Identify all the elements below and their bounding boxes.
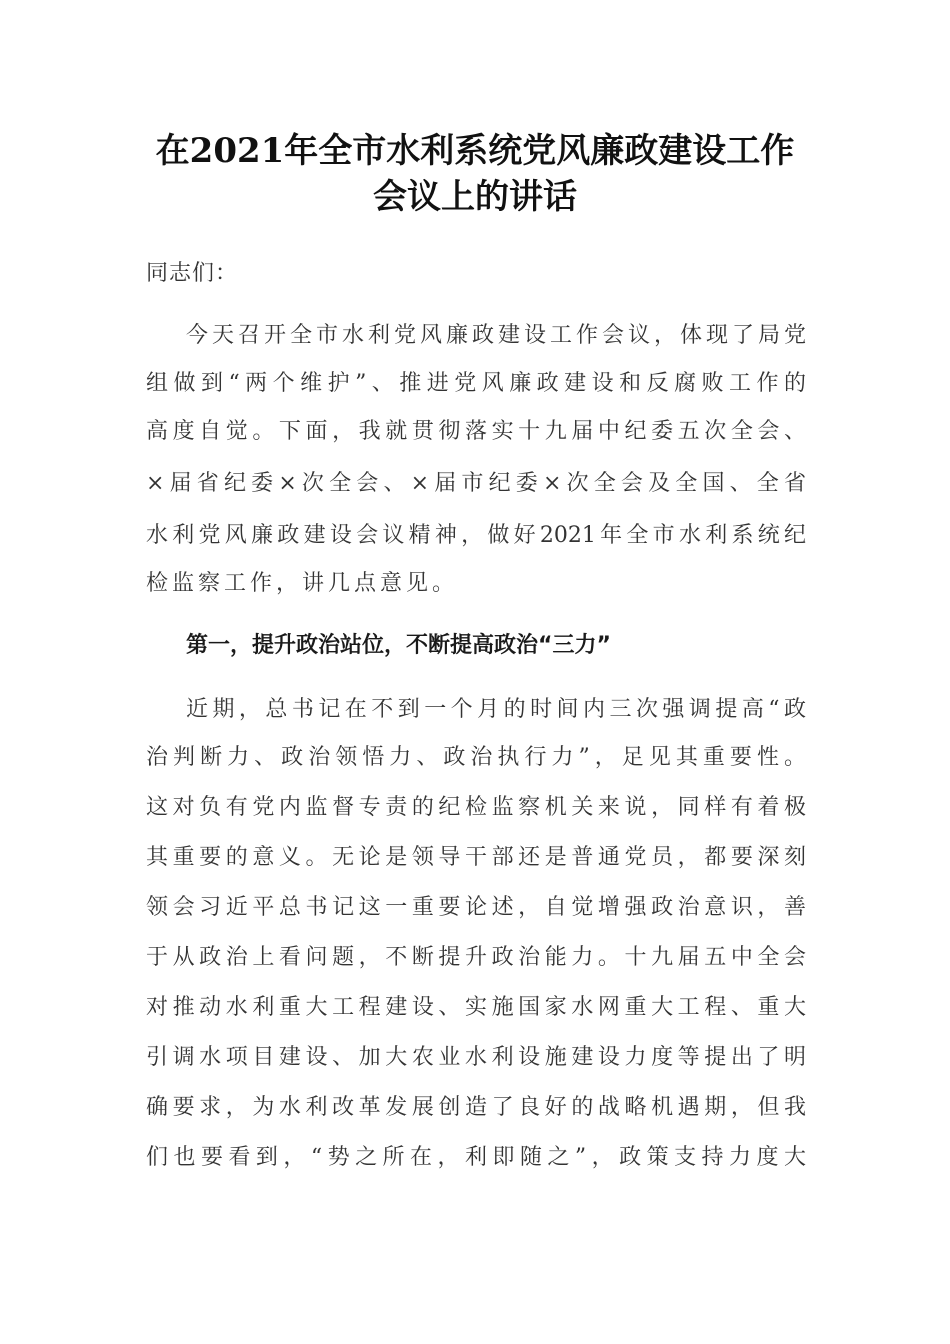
paragraph-2-line: 对推动水利重大工程建设、实施国家水网重大工程、重大 [146, 995, 806, 1020]
paragraph-1-line: 高度自觉。下面，我就贯彻落实十九届中纪委五次全会、 [146, 419, 806, 444]
salutation: 同志们： [146, 261, 239, 286]
paragraph-2-line: 于从政治上看问题，不断提升政治能力。十九届五中全会 [146, 945, 806, 970]
paragraph-1-line: 今天召开全市水利党风廉政建设工作会议，体现了局党 [186, 323, 806, 348]
paragraph-2-line: 近期，总书记在不到一个月的时间内三次强调提高“政 [186, 697, 806, 722]
paragraph-2-line: 治判断力、政治领悟力、政治执行力”，足见其重要性。 [146, 745, 806, 770]
paragraph-1-line: ×届省纪委×次全会、×届市纪委×次全会及全国、全省 [146, 471, 806, 496]
paragraph-1-line: 水利党风廉政建设会议精神，做好2021年全市水利系统纪 [146, 523, 806, 548]
paragraph-2-line: 们也要看到，“势之所在，利即随之”，政策支持力度大 [146, 1145, 806, 1170]
paragraph-2-line: 引调水项目建设、加大农业水利设施建设力度等提出了明 [146, 1045, 806, 1070]
paragraph-1-line: 组做到“两个维护”、推进党风廉政建设和反腐败工作的 [146, 371, 806, 396]
document-title-line-2: 会议上的讲话 [373, 177, 577, 217]
paragraph-2-line: 这对负有党内监督专责的纪检监察机关来说，同样有着极 [146, 795, 806, 820]
paragraph-1-line: 检监察工作，讲几点意见。 [146, 571, 459, 596]
section-heading-1: 第一，提升政治站位，不断提高政治“三力” [186, 633, 611, 658]
paragraph-2-line: 确要求，为水利改革发展创造了良好的战略机遇期，但我 [146, 1095, 806, 1120]
document-title-line-1: 在2021年全市水利系统党风廉政建设工作 [155, 131, 795, 171]
paragraph-2-line: 其重要的意义。无论是领导干部还是普通党员，都要深刻 [146, 845, 806, 870]
paragraph-2-line: 领会习近平总书记这一重要论述，自觉增强政治意识，善 [146, 895, 806, 920]
